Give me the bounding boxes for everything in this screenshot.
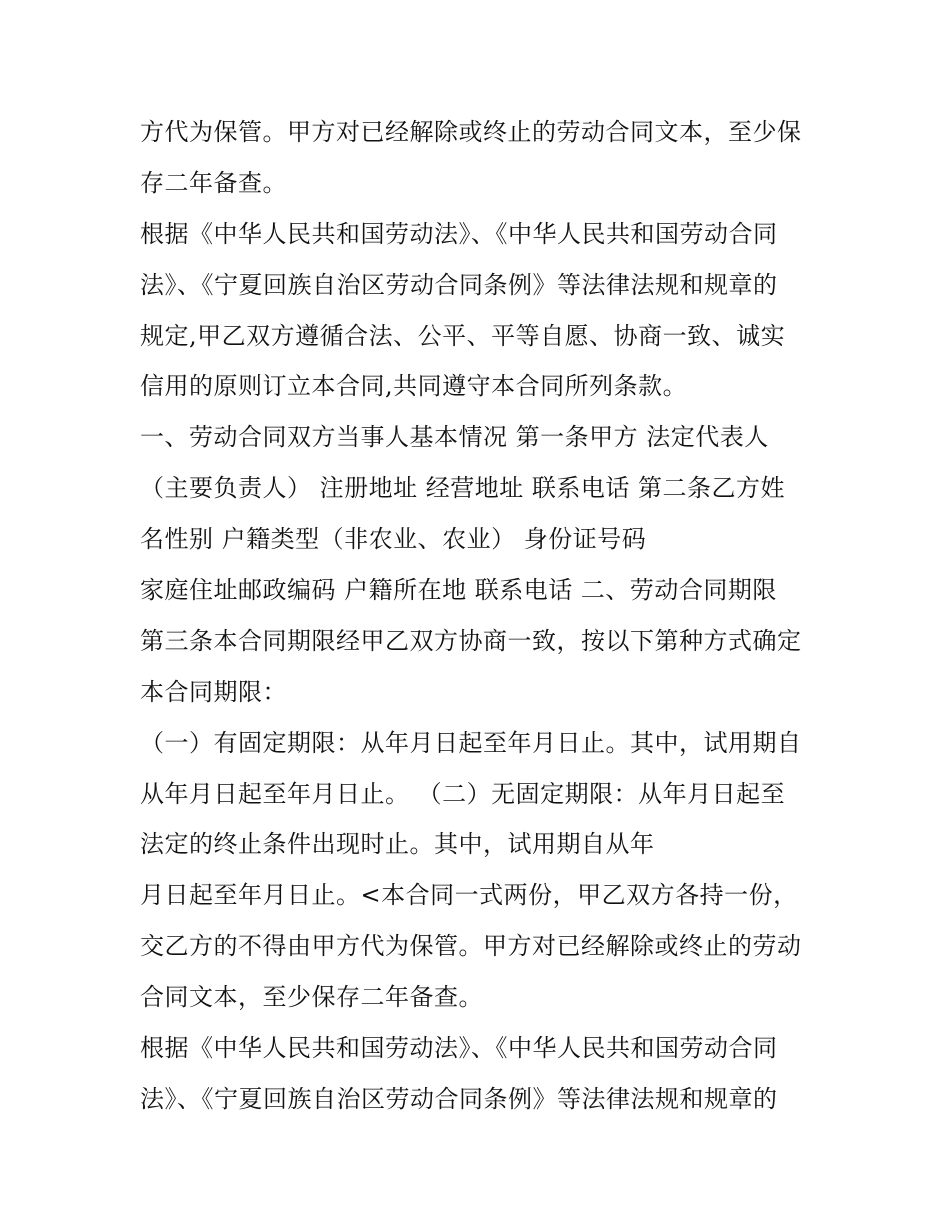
text-line: （主要负责人） 注册地址 经营地址 联系电话 第二条乙方姓 xyxy=(140,474,786,503)
text-line: 名性别 户籍类型（非农业、农业） 身份证号码 xyxy=(140,525,647,554)
text-line: 从年月日起至年月日止。 （二）无固定期限：从年月日起至 xyxy=(140,779,786,808)
text-line: 第三条本合同期限经甲乙双方协商一致，按以下第种方式确定 xyxy=(140,626,802,655)
text-line: 一、劳动合同双方当事人基本情况 第一条甲方 法定代表人 xyxy=(140,423,769,452)
text-line: 根据《中华人民共和国劳动法》、《中华人民共和国劳动合同 xyxy=(140,1034,778,1063)
text-line: 存二年备查。 xyxy=(140,168,287,197)
text-line: 方代为保管。甲方对已经解除或终止的劳动合同文本，至少保 xyxy=(140,118,802,146)
text-line: 规定,甲乙双方遵循合法、公平、平等自愿、协商一致、诚实 xyxy=(140,321,786,350)
contract-text-body xyxy=(140,107,830,1125)
text-line: 合同文本，至少保存二年备查。 xyxy=(140,983,483,1012)
text-line: 交乙方的不得由甲方代为保管。甲方对已经解除或终止的劳动 xyxy=(140,932,802,961)
text-line: 根据《中华人民共和国劳动法》、《中华人民共和国劳动合同 xyxy=(140,219,778,248)
text-line: 法》、《宁夏回族自治区劳动合同条例》等法律法规和规章的 xyxy=(140,1084,778,1113)
text-line: 信用的原则订立本合同,共同遵守本合同所列条款。 xyxy=(140,372,688,401)
text-line: 月日起至年月日止。<本合同一式两份，甲乙双方各持一份， xyxy=(140,881,798,910)
text-line: 法定的终止条件出现时止。其中，试用期自从年 xyxy=(140,830,655,859)
text-line: 本合同期限： xyxy=(140,677,287,706)
text-line: （一）有固定期限：从年月日起至年月日止。其中，试用期自 xyxy=(140,728,802,757)
text-line: 家庭住址邮政编码 户籍所在地 联系电话 二、劳动合同期限 xyxy=(140,576,777,605)
text-line: 法》、《宁夏回族自治区劳动合同条例》等法律法规和规章的 xyxy=(140,270,778,299)
